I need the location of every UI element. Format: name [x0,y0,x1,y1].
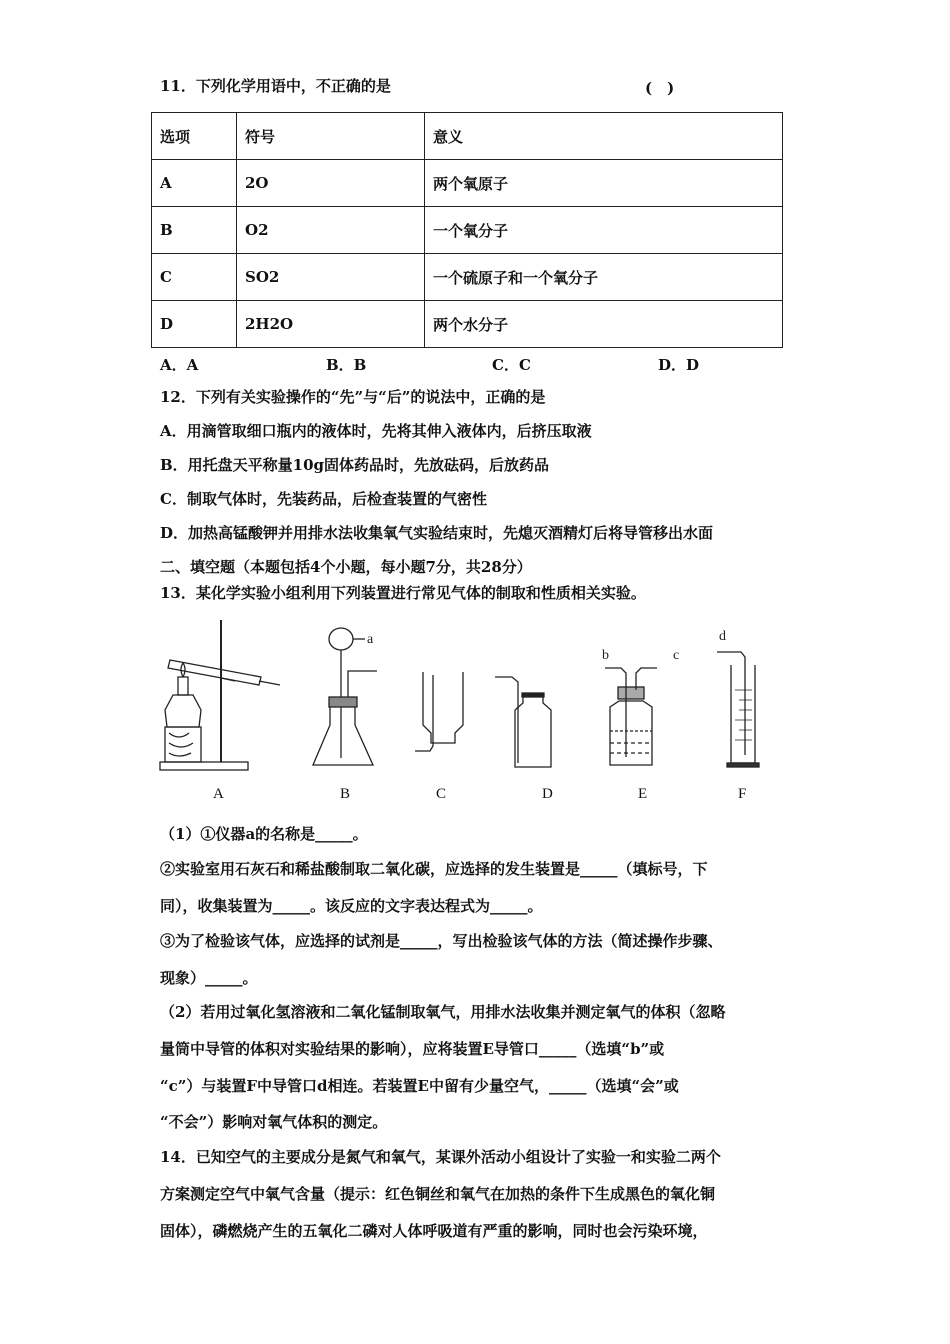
q14-text-line: 方案测定空气中氧气含量（提示：红色铜丝和氧气在加热的条件下生成黑色的氧化铜 [160,1185,716,1203]
figure-label-a: A [213,786,224,802]
q12-option-d: D．加热高锰酸钾并用排水法收集氧气实验结束时，先熄灭酒精灯后将导管移出水面 [160,524,714,542]
apparatus-e [605,668,657,765]
port-label-b: b [602,648,609,663]
port-label-c: c [673,648,680,663]
apparatus-a [160,620,280,770]
q11-option-c: C．C [492,356,531,374]
q12-option-c: C．制取气体时，先装药品，后检查装置的气密性 [160,490,487,508]
table-cell: D [152,301,237,348]
table-header: 选项 [152,113,237,160]
q13-text-line: “c”）与装置F中导管口d相连。若装置E中留有少量空气，_____（选填“会”或 [160,1077,679,1095]
table-cell: B [152,207,237,254]
table-header-row [152,113,783,160]
table-header: 意义 [425,113,783,160]
q11-option-a: A．A [160,356,199,374]
q13-text-line: 同），收集装置为_____。该反应的文字表达程式为_____。 [160,897,543,915]
figure-label-e: E [638,786,648,802]
q13-text-line: ②实验室用石灰石和稀盐酸制取二氧化碳，应选择的发生装置是_____（填标号，下 [160,860,708,878]
table-header: 符号 [237,113,425,160]
table-cell: 一个硫原子和一个氧分子 [425,254,783,301]
figure-label-b: B [340,786,351,802]
question-11-stem: 11．下列化学用语中，不正确的是 [160,77,391,95]
q13-text-line: （2）若用过氧化氢溶液和二氧化锰制取氧气，用排水法收集并测定氧气的体积（忽略 [160,1003,726,1021]
q11-option-d: D．D [658,356,700,374]
q13-text-line: 量筒中导管的体积对实验结果的影响），应将装置E导管口_____（选填“b”或 [160,1040,665,1058]
table-cell: 2H2O [237,301,425,348]
figure-label-f: F [738,786,747,802]
q13-text-line: 现象）_____。 [160,969,258,987]
apparatus-b [313,628,377,765]
table-row [152,254,783,301]
q14-text-line: 14．已知空气的主要成分是氮气和氧气，某课外活动小组设计了实验一和实验二两个 [160,1148,721,1166]
q11-option-b: B．B [326,356,367,374]
answer-parentheses: ( ) [645,79,675,97]
apparatus-figure [155,615,785,785]
apparatus-f [717,652,759,767]
table-row [152,160,783,207]
table-row [152,301,783,348]
table-cell: O2 [237,207,425,254]
port-label-d: d [719,629,726,644]
table-row [152,207,783,254]
q13-text-line: （1）①仪器a的名称是_____。 [160,825,368,843]
section-heading: 二、填空题（本题包括4个小题，每小题7分，共28分） [160,558,532,576]
q12-option-a: A．用滴管取细口瓶内的液体时，先将其伸入液体内，后挤压取液 [160,422,592,440]
question-12-stem: 12．下列有关实验操作的“先”与“后”的说法中，正确的是 [160,388,546,406]
q13-text-line: “不会”）影响对氧气体积的测定。 [160,1113,388,1131]
question-13-stem: 13．某化学实验小组利用下列装置进行常见气体的制取和性质相关实验。 [160,584,646,602]
symbol-meaning-table [151,112,783,348]
table-cell: SO2 [237,254,425,301]
apparatus-d [495,677,551,767]
table-cell: A [152,160,237,207]
q13-text-line: ③为了检验该气体，应选择的试剂是_____，写出检验该气体的方法（简述操作步骤、 [160,932,723,950]
apparatus-c [415,672,463,751]
table-cell: 2O [237,160,425,207]
table-cell: C [152,254,237,301]
port-label-a: a [367,632,374,647]
q12-option-b: B．用托盘天平称量10g固体药品时，先放砝码，后放药品 [160,456,550,474]
table-cell: 两个氧原子 [425,160,783,207]
figure-label-c: C [436,786,447,802]
q14-text-line: 固体），磷燃烧产生的五氧化二磷对人体呼吸道有严重的影响，同时也会污染环境， [160,1222,708,1240]
table-cell: 两个水分子 [425,301,783,348]
figure-label-d: D [542,786,553,802]
table-cell: 一个氧分子 [425,207,783,254]
